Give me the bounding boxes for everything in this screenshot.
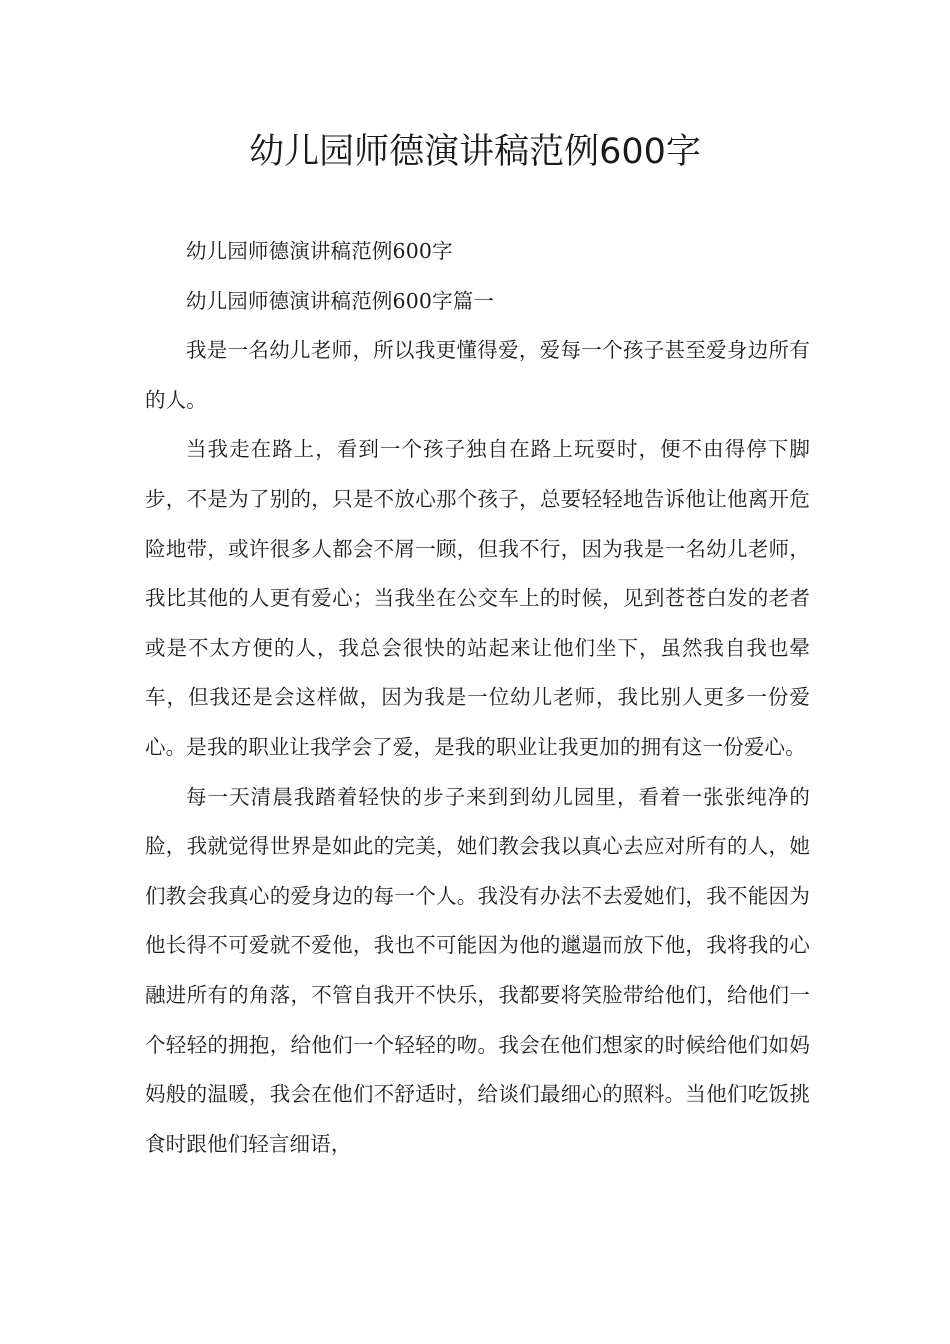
paragraph: 每一天清晨我踏着轻快的步子来到到幼儿园里，看着一张张纯净的脸，我就觉得世界是如此的完美，她们教会我以真心去应对所有的人，她们教会我真心的爱身边的每一个人。我没有办法不去爱她们，我不能因为他长得不可爱就不爱他，我也不可能因为他的邋遢而放下他，我将我的心融进所有的角落，不管自我开不快乐，我都要将笑脸带给他们，给他们一个轻轻的拥抱，给他们一个轻轻的吻。我会在他们想家的时候给他们如妈妈般的温暖，我会在他们不舒适时，给谈们最细心的照料。当他们吃饭挑食时跟他们轻言细语， <box>145 784 810 1156</box>
document-body <box>145 227 810 1169</box>
paragraph: 当我走在路上，看到一个孩子独自在路上玩耍时，便不由得停下脚步，不是为了别的，只是不放心那个孩子，总要轻轻地告诉他让他离开危险地带，或许很多人都会不屑一顾，但我不行，因为我是一名幼儿老师，我比其他的人更有爱心；当我坐在公交车上的时候，见到苍苍白发的老者或是不太方便的人，我总会很快的站起来让他们坐下，虽然我自我也晕车，但我还是会这样做，因为我是一位幼儿老师，我比别人更多一份爱心。是我的职业让我学会了爱，是我的职业让我更加的拥有这一份爱心。 <box>145 437 810 759</box>
document-title: 幼儿园师德演讲稿范例600字 <box>249 132 701 172</box>
paragraph: 我是一名幼儿老师，所以我更懂得爱，爱每一个孩子甚至爱身边所有的人。 <box>145 338 810 412</box>
paragraph-section-heading: 幼儿园师德演讲稿范例600字篇一 <box>186 288 495 313</box>
paragraph-subtitle: 幼儿园师德演讲稿范例600字 <box>186 239 453 263</box>
